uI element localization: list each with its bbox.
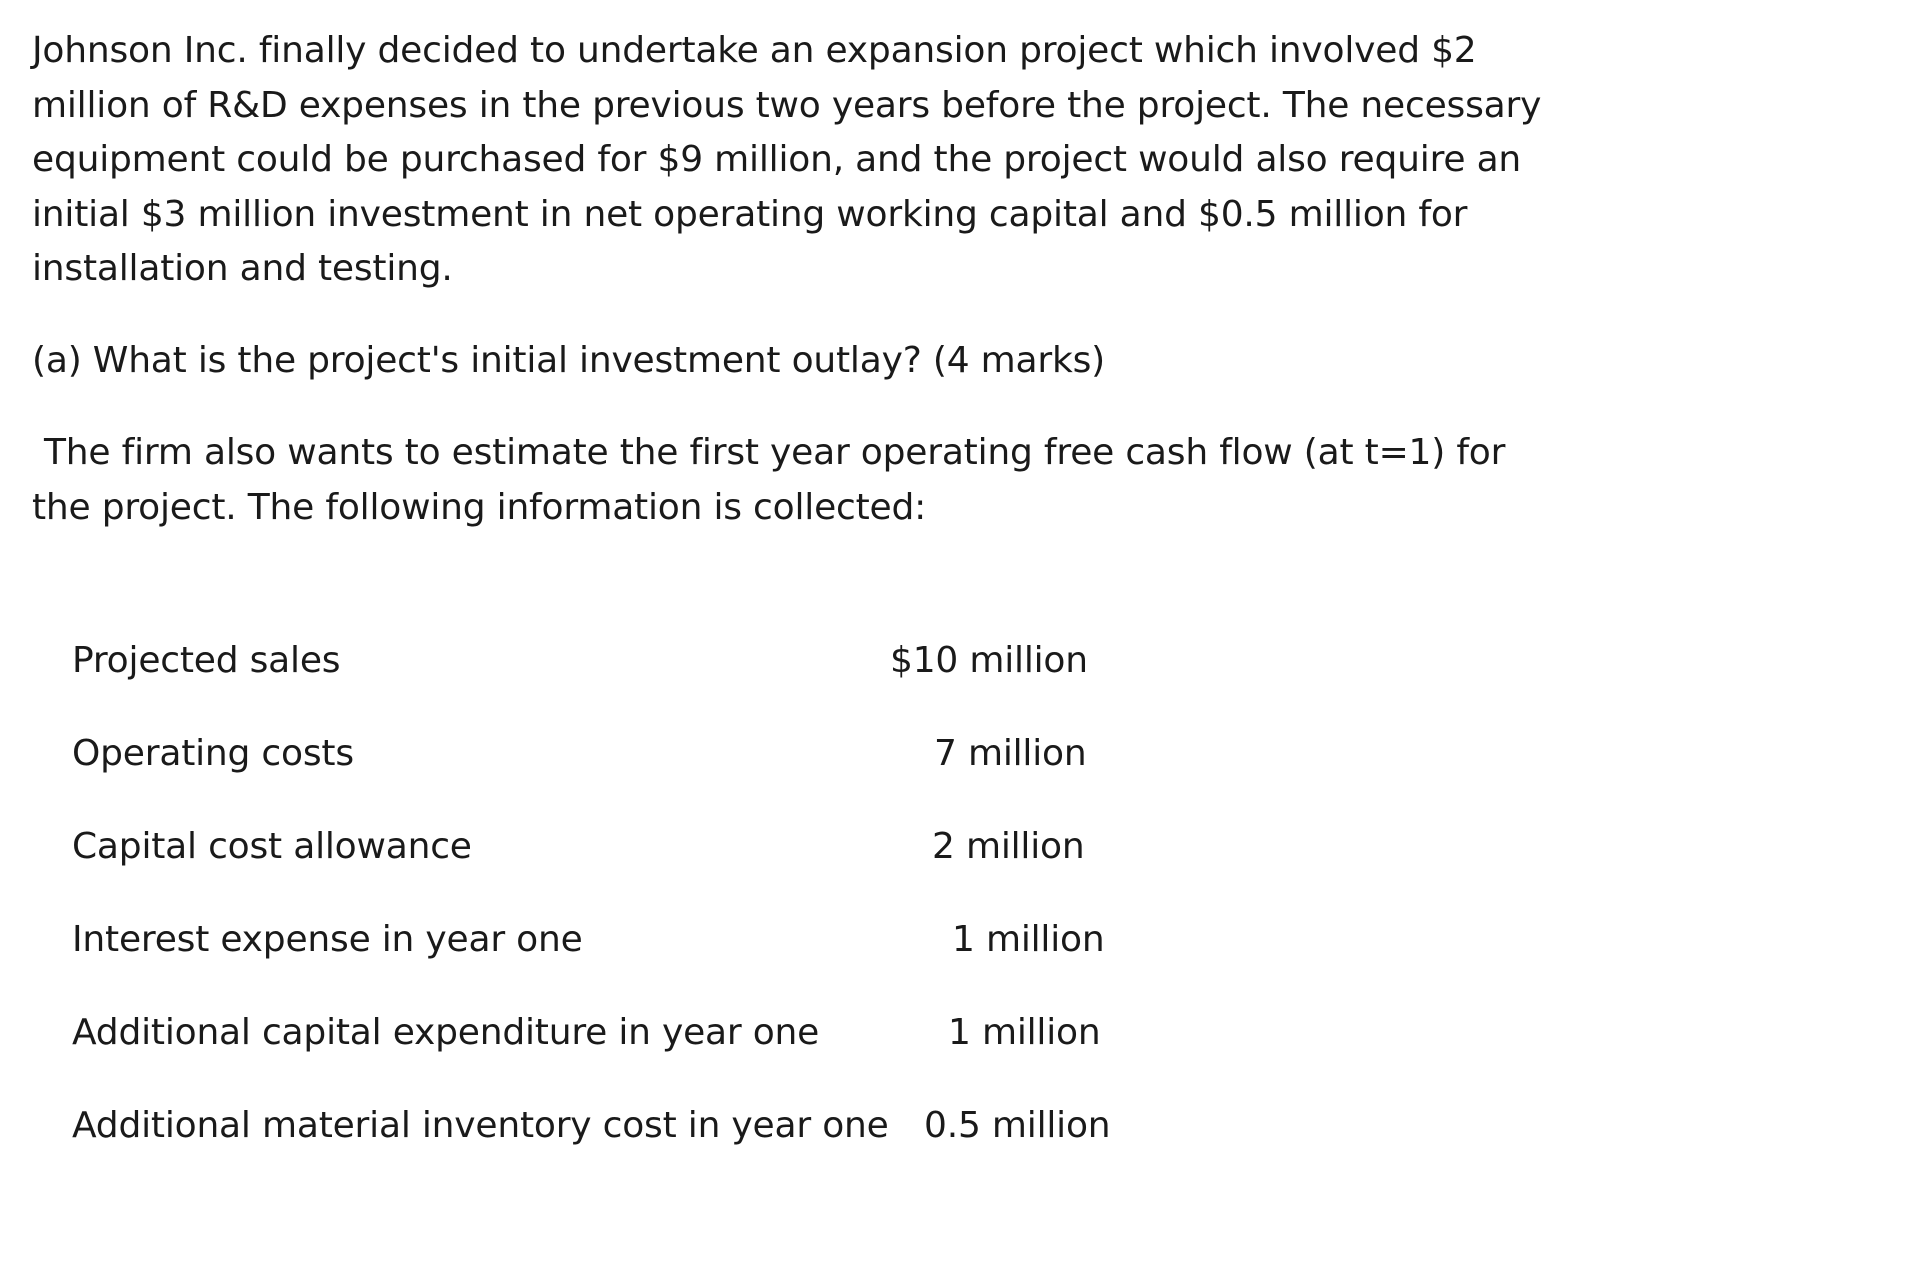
table-row — [72, 640, 1122, 733]
info-intro-paragraph — [32, 426, 1505, 535]
row-label: Interest expense in year one — [72, 919, 583, 960]
table-row — [72, 826, 1122, 919]
row-label: Operating costs — [72, 733, 354, 774]
intro-line: initial $3 million investment in net operating working capital and $0.5 million for — [32, 193, 1468, 235]
row-value: 1 million — [948, 1012, 1101, 1053]
table-row — [72, 1105, 1122, 1198]
row-value: 2 million — [932, 826, 1085, 867]
intro-line: Johnson Inc. finally decided to undertake an expansion project which involved $2 — [32, 30, 1477, 71]
info-intro-line: the project. The following information is collected: — [32, 486, 927, 528]
table-row — [72, 1012, 1122, 1105]
table-row — [72, 919, 1122, 1012]
row-value: 7 million — [934, 733, 1087, 774]
row-label: Additional material inventory cost in year one — [72, 1105, 889, 1146]
row-label: Additional capital expenditure in year one — [72, 1012, 820, 1053]
question-a: (a) What is the project's initial investment outlay? (4 marks) — [32, 340, 1106, 381]
row-value: 0.5 million — [924, 1105, 1111, 1146]
intro-line: equipment could be purchased for $9 million, and the project would also require an — [32, 139, 1522, 180]
intro-line: million of R&D expenses in the previous two years before the project. The necessary — [32, 84, 1542, 126]
table-row — [72, 733, 1122, 826]
row-label: Projected sales — [72, 640, 341, 681]
cash-flow-info-table — [72, 640, 1122, 1198]
intro-paragraph — [32, 24, 1541, 297]
row-value: $10 million — [890, 640, 1088, 681]
intro-line: installation and testing. — [32, 248, 453, 289]
row-value: 1 million — [952, 919, 1105, 960]
row-label: Capital cost allowance — [72, 826, 472, 867]
info-intro-line: The firm also wants to estimate the first year operating free cash flow (at t=1) for — [44, 432, 1506, 473]
